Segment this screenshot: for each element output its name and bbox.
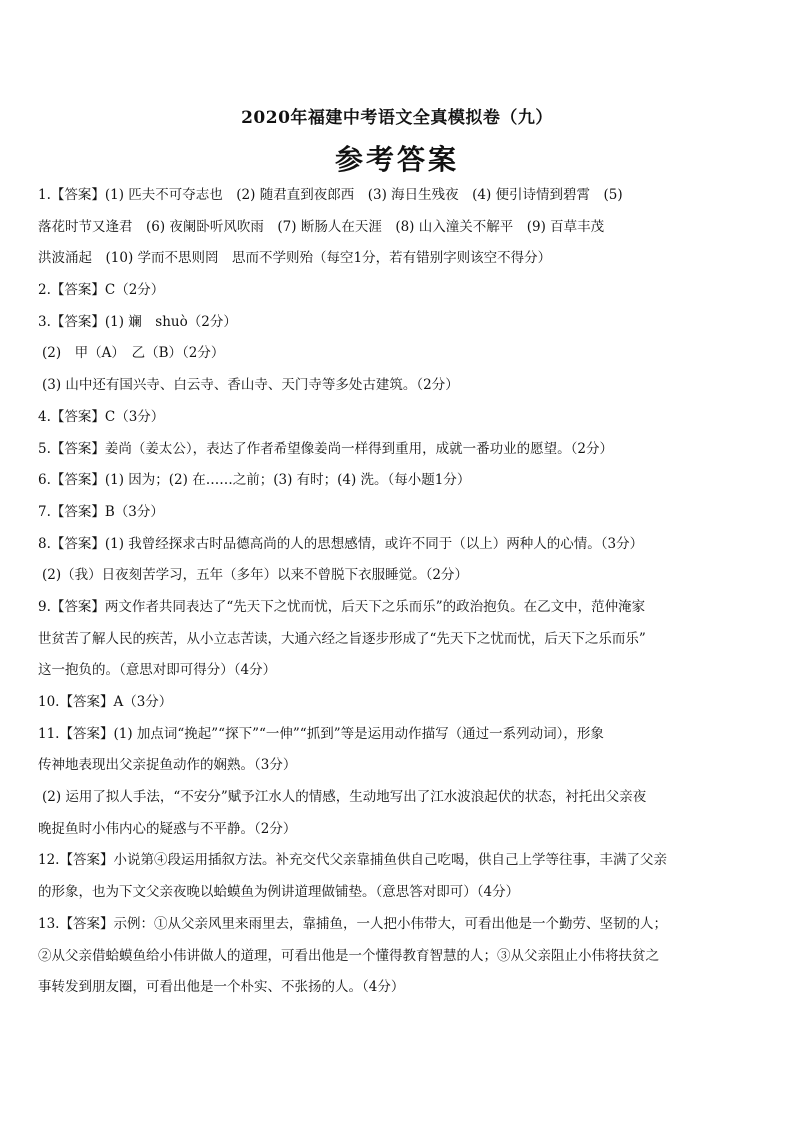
answer-line: (2) 运用了拟人手法，“不安分”赋予江水人的情感，生动地写出了江水波浪起伏的状态，衬托出父亲夜 [42, 789, 647, 806]
answer-line: ②从父亲借蛤蟆鱼给小伟讲做人的道理，可看出他是一个懂得教育智慧的人；③从父亲阻止小伟将扶贫之 [38, 947, 659, 964]
answer-line: 世贫苦了解人民的疾苦，从小立志苦读，大通六经之旨逐步形成了“先天下之忧而忧，后天下之乐而乐” [38, 630, 646, 647]
answer-line: 3.【答案】(1) 斓 shuò（2分） [38, 313, 237, 330]
answer-line: 9.【答案】两文作者共同表达了“先天下之忧而忧，后天下之乐而乐”的政治抱负。在乙文中，范仲淹家 [38, 598, 646, 615]
answer-line: 11.【答案】(1) 加点词“挽起”“探下”“一伸”“抓到”等是运用动作描写（通过一系列动词），形象 [38, 725, 604, 742]
answer-line: 4.【答案】C（3分） [38, 408, 165, 425]
answer-line: 8.【答案】(1) 我曾经探求古时品德高尚的人的思想感情，或许不同于（以上）两种人的心情。（3分） [38, 535, 644, 552]
answer-line: (2) 甲（A） 乙（B）（2分） [42, 345, 225, 362]
answer-line: (3) 山中还有国兴寺、白云寺、香山寺、天门寺等多处古建筑。（2分） [42, 377, 459, 394]
page-subtitle: 参考答案 [334, 143, 459, 176]
answer-line: 传神地表现出父亲捉鱼动作的娴熟。（3分） [38, 757, 297, 774]
answer-line: 7.【答案】B（3分） [38, 503, 164, 520]
answer-line: 落花时节又逢君 (6) 夜阑卧听风吹雨 (7) 断肠人在天涯 (8) 山入潼关不解平 (9) 百草丰茂 [38, 218, 605, 235]
answer-line: 12.【答案】小说第④段运用插叙方法。补充交代父亲靠捕鱼供自己吃喝，供自己上学等往事，丰满了父亲 [38, 852, 667, 869]
page-title: 2020年福建中考语文全真模拟卷（九） [241, 108, 553, 128]
answer-line: 2.【答案】C（2分） [38, 282, 165, 299]
answer-line: 晚捉鱼时小伟内心的疑惑与不平静。（2分） [38, 820, 297, 837]
answer-line: 事转发到朋友圈，可看出他是一个朴实、不张扬的人。（4分） [38, 979, 405, 996]
answer-line: 10.【答案】A（3分） [38, 694, 173, 710]
answer-line: 的形象，也为下文父亲夜晚以蛤蟆鱼为例讲道理做铺垫。（意思答对即可）（4分） [38, 884, 520, 901]
answer-line: 13.【答案】示例：①从父亲风里来雨里去，靠捕鱼，一人把小伟带大，可看出他是一个勤劳、坚韧的人； [38, 915, 667, 932]
answer-list [38, 180, 758, 1004]
answer-line: 这一抱负的。（意思对即可得分）（4分） [38, 662, 277, 679]
answer-line: 6.【答案】(1) 因为；(2) 在……之前；(3) 有时；(4) 洗。（每小题1分） [38, 472, 471, 489]
answer-line: 5.【答案】姜尚（姜太公），表达了作者希望像姜尚一样得到重用，成就一番功业的愿望。（2分） [38, 440, 613, 457]
answer-line: 洪波涌起 (10) 学而不思则罔 思而不学则殆（每空1分，若有错别字则该空不得分） [38, 250, 552, 267]
answer-line: 1.【答案】(1) 匹夫不可夺志也 (2) 随君直到夜郎西 (3) 海日生残夜 (4) 便引诗情到碧霄 (5) [38, 187, 623, 203]
answer-line: (2)（我）日夜刻苦学习，五年（多年）以来不曾脱下衣服睡觉。（2分） [42, 567, 468, 584]
